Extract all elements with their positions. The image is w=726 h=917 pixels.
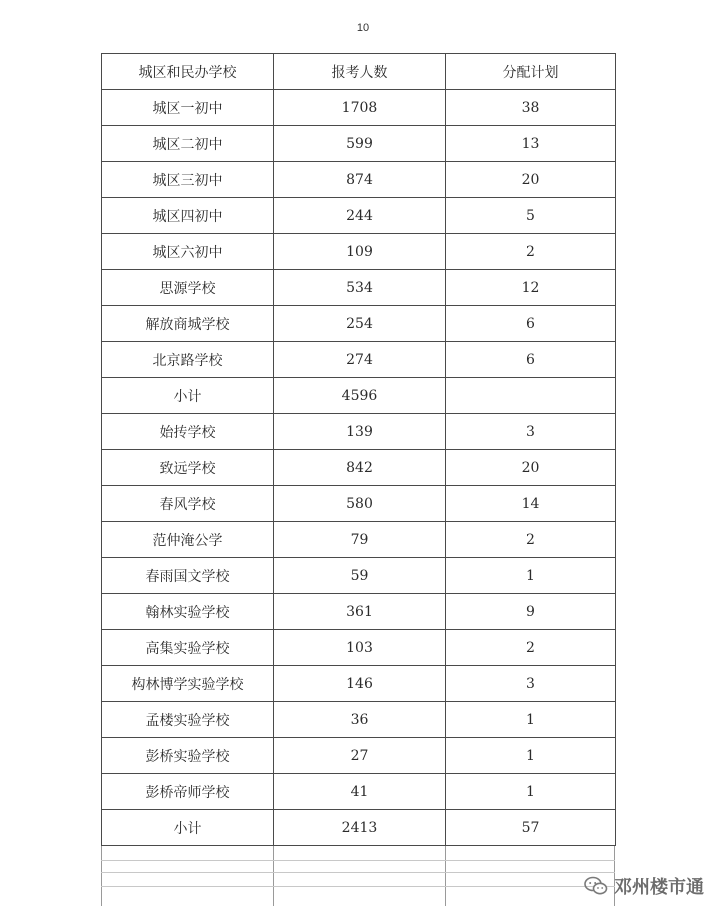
cell-school: 城区一初中: [102, 90, 274, 126]
table-body: [102, 90, 616, 846]
cell-applicants: 580: [274, 486, 446, 522]
table-row: [102, 270, 616, 306]
cell-school: 小计: [102, 378, 274, 414]
header-quota: 分配计划: [446, 54, 616, 90]
cell-quota: 2: [446, 522, 616, 558]
continuation-border: [445, 846, 446, 906]
cell-school: 范仲淹公学: [102, 522, 274, 558]
cell-applicants: 244: [274, 198, 446, 234]
cell-school: 北京路学校: [102, 342, 274, 378]
table-row: [102, 666, 616, 702]
cell-school: 春风学校: [102, 486, 274, 522]
table-row: [102, 738, 616, 774]
table-row: [102, 450, 616, 486]
table-continuation-lines: [101, 846, 615, 906]
cell-school: 孟楼实验学校: [102, 702, 274, 738]
table-row: [102, 774, 616, 810]
cell-quota: 20: [446, 162, 616, 198]
continuation-rule: [101, 860, 615, 861]
cell-school: 城区六初中: [102, 234, 274, 270]
cell-applicants: 36: [274, 702, 446, 738]
cell-school: 始抟学校: [102, 414, 274, 450]
wechat-icon: [584, 876, 608, 896]
cell-school: 小计: [102, 810, 274, 846]
cell-quota: 3: [446, 414, 616, 450]
header-school: 城区和民办学校: [102, 54, 274, 90]
table-row: [102, 342, 616, 378]
cell-quota: 9: [446, 594, 616, 630]
cell-school: 彭桥实验学校: [102, 738, 274, 774]
enrollment-table: [101, 53, 616, 846]
page-number: 10: [356, 22, 370, 34]
cell-applicants: 842: [274, 450, 446, 486]
table-header-row: [102, 54, 616, 90]
cell-applicants: 254: [274, 306, 446, 342]
cell-quota: 1: [446, 774, 616, 810]
cell-school: 解放商城学校: [102, 306, 274, 342]
cell-school: 思源学校: [102, 270, 274, 306]
cell-school: 春雨国文学校: [102, 558, 274, 594]
cell-applicants: 109: [274, 234, 446, 270]
table-row: [102, 414, 616, 450]
cell-school: 城区四初中: [102, 198, 274, 234]
cell-quota: 38: [446, 90, 616, 126]
cell-applicants: 103: [274, 630, 446, 666]
table-row: [102, 702, 616, 738]
cell-applicants: 599: [274, 126, 446, 162]
cell-applicants: 274: [274, 342, 446, 378]
cell-applicants: 874: [274, 162, 446, 198]
cell-school: 彭桥帝师学校: [102, 774, 274, 810]
table-row: [102, 810, 616, 846]
table-row: [102, 630, 616, 666]
cell-quota: 3: [446, 666, 616, 702]
table-row: [102, 486, 616, 522]
cell-applicants: 146: [274, 666, 446, 702]
cell-quota: 12: [446, 270, 616, 306]
cell-quota: 20: [446, 450, 616, 486]
cell-quota: 6: [446, 342, 616, 378]
cell-quota: 2: [446, 234, 616, 270]
cell-applicants: 27: [274, 738, 446, 774]
cell-school: 翰林实验学校: [102, 594, 274, 630]
cell-applicants: 534: [274, 270, 446, 306]
cell-school: 致远学校: [102, 450, 274, 486]
cell-applicants: 4596: [274, 378, 446, 414]
cell-school: 高集实验学校: [102, 630, 274, 666]
cell-quota: [446, 378, 616, 414]
cell-quota: 6: [446, 306, 616, 342]
table-row: [102, 594, 616, 630]
table-row: [102, 306, 616, 342]
cell-quota: 1: [446, 702, 616, 738]
cell-applicants: 41: [274, 774, 446, 810]
table-row: [102, 558, 616, 594]
cell-school: 城区二初中: [102, 126, 274, 162]
watermark-text: 邓州楼市通: [614, 877, 704, 898]
continuation-border: [273, 846, 274, 906]
cell-applicants: 139: [274, 414, 446, 450]
cell-quota: 2: [446, 630, 616, 666]
cell-quota: 57: [446, 810, 616, 846]
continuation-rule: [101, 872, 615, 873]
cell-quota: 13: [446, 126, 616, 162]
table-row: [102, 234, 616, 270]
cell-applicants: 1708: [274, 90, 446, 126]
cell-school: 城区三初中: [102, 162, 274, 198]
cell-quota: 5: [446, 198, 616, 234]
continuation-border: [101, 846, 102, 906]
cell-quota: 1: [446, 738, 616, 774]
cell-school: 构林博学实验学校: [102, 666, 274, 702]
table-row: [102, 126, 616, 162]
table-row: [102, 198, 616, 234]
header-applicants: 报考人数: [274, 54, 446, 90]
cell-applicants: 59: [274, 558, 446, 594]
table-row: [102, 90, 616, 126]
cell-quota: 1: [446, 558, 616, 594]
continuation-rule: [101, 886, 615, 887]
table-row: [102, 378, 616, 414]
table-row: [102, 522, 616, 558]
table-row: [102, 162, 616, 198]
cell-applicants: 2413: [274, 810, 446, 846]
cell-applicants: 79: [274, 522, 446, 558]
watermark: [584, 873, 704, 899]
cell-quota: 14: [446, 486, 616, 522]
cell-applicants: 361: [274, 594, 446, 630]
